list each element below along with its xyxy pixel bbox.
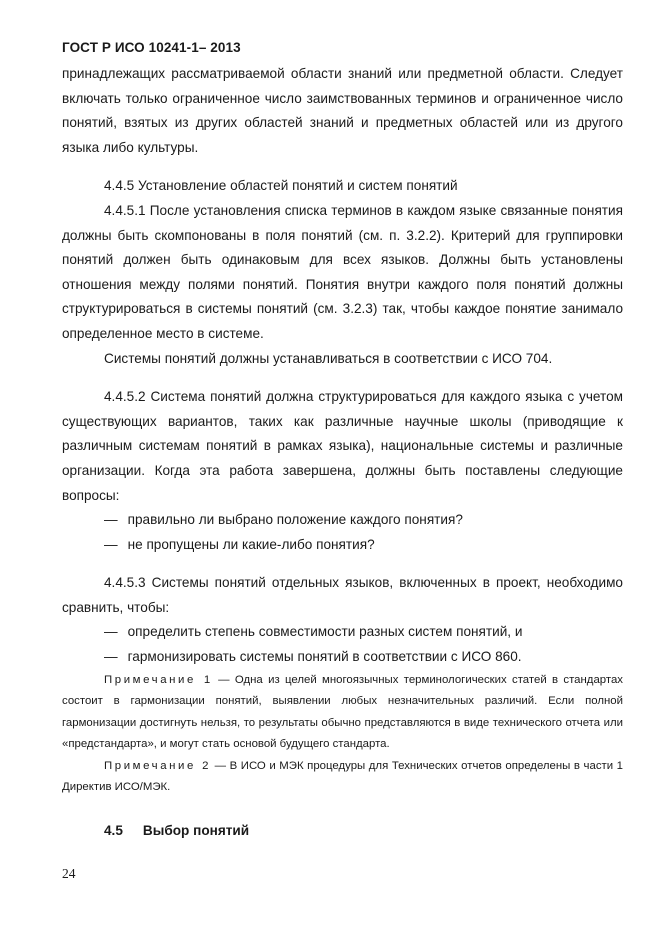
note-1-label: Примечание 1 [104,673,213,686]
section-heading-4-5 [62,819,623,844]
note-1 [62,670,623,756]
list-item-text: правильно ли выбрано положение каждого понятия? [127,512,463,528]
document-header: ГОСТ Р ИСО 10241-1– 2013 [62,40,241,55]
list-item-text: не пропущены ли какие-либо понятия? [127,536,375,552]
section-number: 4.5 [104,822,123,838]
list-item [62,508,623,533]
document-body [62,62,623,843]
paragraph-4-4-5-2: 4.4.5.2 Система понятий должна структурироваться для каждого языка с учетом существующих вариантов, таких как различные научные школы (приводящие к различным системам понятий в рамках языка), национальные системы и различные организации. Когда эта работа завершена, должны быть поставлены следующие вопросы: [62,389,623,503]
paragraph-intro: принадлежащих рассматриваемой области знаний или предметной области. Следует включать только ограниченное число заимствованных терминов и ограниченное число понятий, взятых из других областей знаний и предметных областей или из другого языка либо культуры. [62,66,623,155]
list-item-text: гармонизировать системы понятий в соответствии с ИСО 860. [127,649,522,665]
section-title: Выбор понятий [142,822,250,838]
dash-marker: — [104,512,118,528]
note-2-label: Примечание 2 [104,759,212,772]
paragraph-4-4-5-1: 4.4.5.1 После установления списка терминов в каждом языке связанные понятия должны быть скомпонованы в поля понятий (см. п. 3.2.2). Критерий для группировки понятий должен быть одинаковым для всех языков. Должны быть установлены отношения между полями понятий. Понятия внутри каждого поля понятий должны структурироваться в системы понятий (см. 3.2.3) так, чтобы каждое понятие занимало определенное место в системе. [62,202,623,341]
list-item [62,533,623,558]
dash-marker: — [104,536,118,552]
list-item [62,645,623,670]
dash-marker: — [104,649,118,665]
page-number: 24 [62,866,76,881]
list-item [62,620,623,645]
heading-4-4-5: 4.4.5 Установление областей понятий и систем понятий [104,178,458,194]
paragraph-4-4-5-3: 4.4.5.3 Системы понятий отдельных языков, включенных в проект, необходимо сравнить, чтобы: [62,575,623,615]
paragraph-4-4-5-1-reference: Системы понятий должны устанавливаться в соответствии с ИСО 704. [104,350,553,366]
dash-marker: — [104,624,118,640]
note-2 [62,756,623,799]
list-item-text: определить степень совместимости разных систем понятий, и [127,624,523,640]
note-1-text: — Одна из целей многоязычных терминологических статей в стандартах состоит в гармонизации понятий, выявлении любых незначительных различий. Если полной гармонизации достигнуть нельзя, то результаты обычно представляются в виде технического отчета или «предстандарта», и могут стать основой будущего стандарта. [62,673,623,751]
note-2-text: — В ИСО и МЭК процедуры для Технических отчетов определены в части 1 Директив ИСО/МЭК. [62,759,624,794]
